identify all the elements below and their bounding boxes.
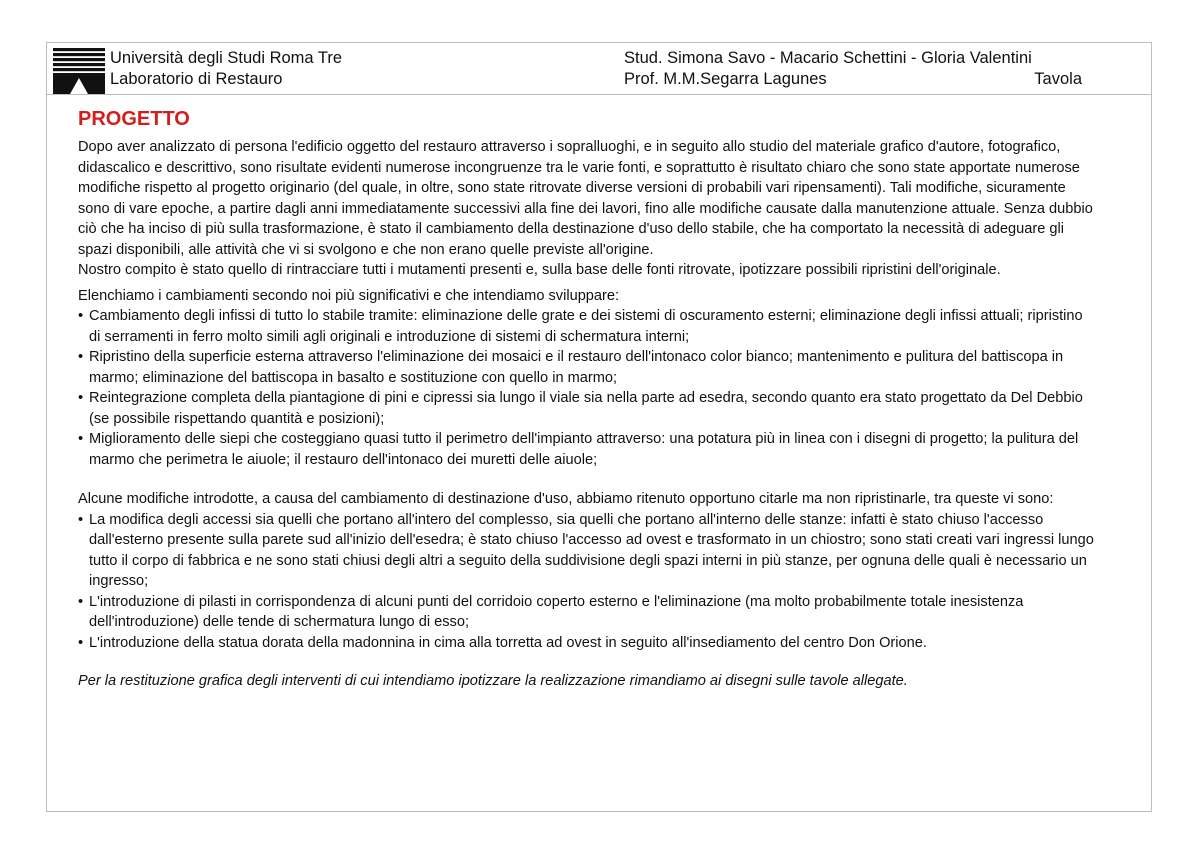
list-item: • Cambiamento degli infissi di tutto lo stabile tramite: eliminazione delle grate e dei sistemi di oscuramento esterni; eliminazione degli infissi attuali; ripristino di serramenti in ferro molto simili agli originali e introduzione di sistemi di schermatura interni;: [78, 306, 1098, 347]
list1-intro: Elenchiamo i cambiamenti secondo noi più significativi e che intendiamo sviluppare:: [78, 287, 620, 304]
professor-name: Prof. M.M.Segarra Lagunes: [624, 70, 827, 88]
intro-paragraph: Dopo aver analizzato di persona l'edificio oggetto del restauro attraverso i sopralluoghi, e in seguito allo studio del materiale grafico d'autore, fotografico, didascalico e descrittivo, sono risultate evidenti numerose incongruenze tra le varie fonti, e soprattutto è risultato chiaro che sono state apportate numerose modifiche rispetto al progetto originario (del quale, in oltre, sono state ritrovate diverse versioni di probabili vari ripensamenti). Tali modifiche, sicuramente sono di vare epoche, a partire dagli anni immediatamente successivi alla fine dei lavori, fino alle modifiche causate dalla manutenzione attuale. Senza dubbio ciò che ha inciso di più sulla trasformazione, è stato il cambiamento della destinazione d'uso dello stabile, che ha comportato la necessità di adeguare gli spazi disponibili, alle attività che vi si svolgono e che non erano quelle previste all'origine.: [78, 139, 1093, 258]
sheet-label: Tavola: [1034, 70, 1082, 88]
list-item: • Reintegrazione completa della piantagione di pini e cipressi sia lungo il viale sia nella parte ad esedra, secondo quanto era stato progettato da Del Debbio (se possibile rispettando quantità e posizioni);: [78, 388, 1098, 429]
changes-list: [78, 306, 1098, 470]
professor-row: [624, 69, 1082, 90]
authors-block: [624, 48, 1082, 90]
list-item: • L'introduzione della statua dorata della madonnina in cima alla torretta ad ovest in seguito all'insediamento del centro Don Orione.: [78, 633, 1098, 654]
university-name: Università degli Studi Roma Tre: [110, 49, 343, 67]
institution-block: [110, 48, 342, 90]
list2-intro: Alcune modifiche introdotte, a causa del cambiamento di destinazione d'uso, abbiamo ritenuto opportuno citarle ma non ripristinarle, tra queste vi sono:: [78, 491, 1054, 507]
closing-note: Per la restituzione grafica degli interventi di cui intendiamo ipotizzare la realizzazione rimandiamo ai disegni sulle tavole allegate.: [78, 673, 908, 689]
list-item: • Ripristino della superficie esterna attraverso l'eliminazione dei mosaici e il restauro dell'intonaco color bianco; mantenimento e pulitura del battiscopa in marmo; eliminazione del battiscopa in basalto e sostituzione con quello in marmo;: [78, 347, 1098, 388]
students-names: Stud. Simona Savo - Macario Schettini - Gloria Valentini: [624, 49, 1032, 67]
spacer: [78, 470, 1098, 489]
lab-name: Laboratorio di Restauro: [110, 70, 283, 88]
title-block: [47, 43, 1151, 95]
task-paragraph: Nostro compito è stato quello di rintracciare tutti i mutamenti presenti e, sulla base delle fonti ritrovate, ipotizzare possibili ripristini dell'originale.: [78, 262, 1001, 278]
list-item: • Miglioramento delle siepi che costeggiano quasi tutto il perimetro dell'impianto attraverso: una potatura più in linea con i disegni di progetto; la pulitura del marmo che perimetra le aiuole; il restauro dell'intonaco dei muretti delle aiuole;: [78, 429, 1098, 470]
list-item: • L'introduzione di pilasti in corrispondenza di alcuni punti del corridoio coperto esterno e l'eliminazione (ma molto probabilmente totale inesistenza dell'introduzione) delle tende di schermatura lungo di esso;: [78, 592, 1098, 633]
kept-modifications-list: [78, 510, 1098, 654]
list-item: • La modifica degli accessi sia quelli che portano all'intero del complesso, sia quelli che portano all'interno delle stanze: infatti è stato chiuso l'accesso dall'esterno presente sulla parete sud all'inizio dell'esedra; è stato chiuso l'accesso ad ovest e trasformato in un chiostro; sono stati creati vari ingressi lungo tutto il corpo di fabbrica e ne sono stati chiusi degli altri a seguito della suddivisione degli spazi interni in più stanze, per ognuna delle quali è necessario un ingresso;: [78, 510, 1098, 592]
main-text: [78, 106, 1098, 692]
section-title: PROGETTO: [78, 108, 190, 130]
university-logo-icon: [52, 47, 106, 95]
